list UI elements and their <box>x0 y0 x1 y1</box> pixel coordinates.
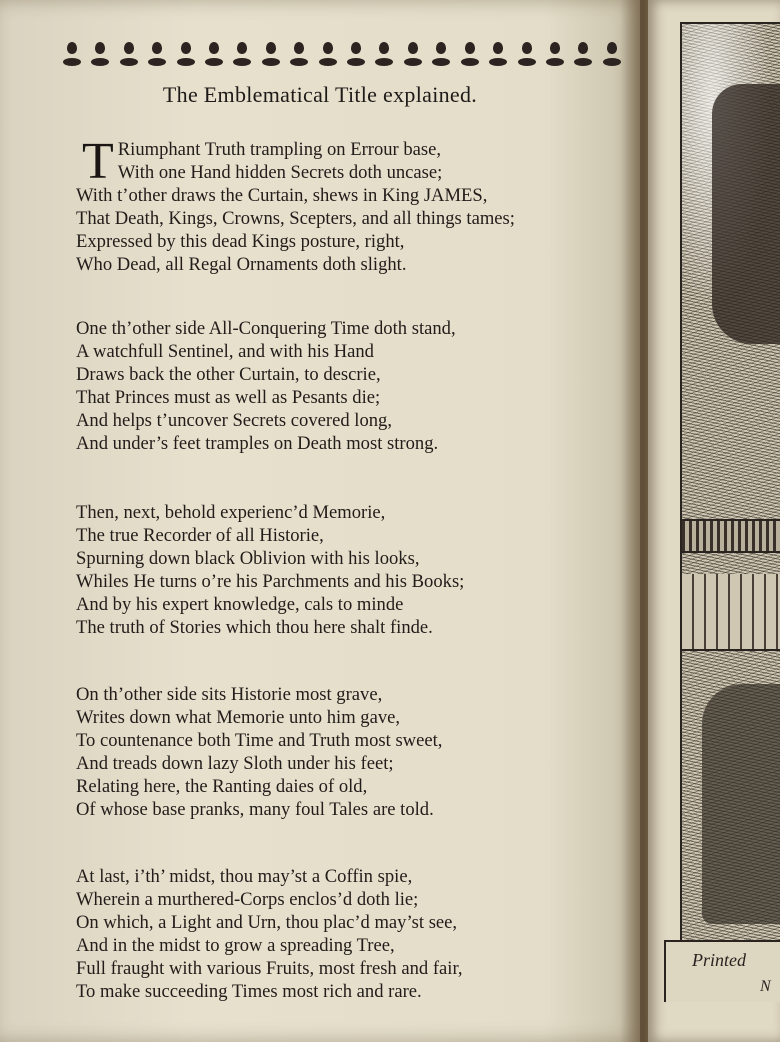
fleuron-icon <box>147 34 167 74</box>
fleuron-icon <box>460 34 480 74</box>
imprint-text-2: N <box>760 978 771 995</box>
fleuron-icon <box>119 34 139 74</box>
stanza-2 <box>76 317 456 455</box>
verse-line: Whiles He turns o’re his Parchments and his Books; <box>76 571 465 592</box>
verse-line: And in the midst to grow a spreading Tree, <box>76 935 395 956</box>
fleuron-icon <box>602 34 622 74</box>
imprint-text: Printed <box>692 950 746 970</box>
stanza-1 <box>76 133 515 276</box>
stanza-5 <box>76 865 463 1003</box>
fleuron-icon <box>232 34 252 74</box>
fleuron-border <box>62 28 622 74</box>
verse-line: To countenance both Time and Truth most sweet, <box>76 730 443 751</box>
verse-line: Then, next, behold experienc’d Memorie, <box>76 502 386 523</box>
verse-line: A watchfull Sentinel, and with his Hand <box>76 341 374 362</box>
fleuron-icon <box>90 34 110 74</box>
fleuron-icon <box>545 34 565 74</box>
page-title: The Emblematical Title explained. <box>162 82 478 107</box>
verse-line: Who Dead, all Regal Ornaments doth slight. <box>76 254 407 275</box>
frontispiece-engraving <box>680 22 780 946</box>
verse-line: To make succeeding Times most rich and rare. <box>76 981 422 1002</box>
verse-line: At last, i’th’ midst, thou may’st a Coffin spie, <box>76 866 413 887</box>
stanza-4 <box>76 683 442 821</box>
drop-capital: T <box>82 133 114 190</box>
verse-line: And under’s feet tramples on Death most strong. <box>76 433 439 454</box>
verse-line: And helps t’uncover Secrets covered long, <box>76 410 392 431</box>
fleuron-icon <box>517 34 537 74</box>
fleuron-icon <box>374 34 394 74</box>
verse-line: The truth of Stories which thou here shalt finde. <box>76 617 433 638</box>
engraving-figure-history <box>702 684 780 924</box>
fleuron-icon <box>346 34 366 74</box>
verse-line: With one Hand hidden Secrets doth uncase; <box>117 162 443 183</box>
verse-line: Riumphant Truth trampling on Errour base, <box>117 139 442 160</box>
verse-line: Writes down what Memorie unto him gave, <box>76 707 401 728</box>
fleuron-icon <box>176 34 196 74</box>
fleuron-icon <box>318 34 338 74</box>
fleuron-icon <box>431 34 451 74</box>
verse-line: That Princes must as well as Pesants die; <box>76 387 381 408</box>
fleuron-icon <box>403 34 423 74</box>
verse-line: And treads down lazy Sloth under his feet; <box>76 753 394 774</box>
fleuron-icon <box>261 34 281 74</box>
verse-line: And by his expert knowledge, cals to minde <box>76 594 404 615</box>
verse-line: Full fraught with various Fruits, most fresh and fair, <box>76 958 463 979</box>
verse-line: Of whose base pranks, many foul Tales are told. <box>76 799 434 820</box>
verse-line: On th’other side sits Historie most grave, <box>76 684 383 705</box>
verse-line: That Death, Kings, Crowns, Scepters, and all things tames; <box>76 208 515 229</box>
fleuron-icon <box>204 34 224 74</box>
stanza-3 <box>76 501 464 639</box>
fleuron-icon <box>62 34 82 74</box>
engraving-bookshelf <box>682 574 780 651</box>
verse-line: The true Recorder of all Historie, <box>76 525 324 546</box>
fleuron-icon <box>573 34 593 74</box>
verse-line: Expressed by this dead Kings posture, right, <box>76 231 405 252</box>
verse-line: Draws back the other Curtain, to descrie, <box>76 364 381 385</box>
verse-line: One th’other side All-Conquering Time doth stand, <box>76 318 456 339</box>
engraving-figure-time <box>712 84 780 344</box>
verse-line: Spurning down black Oblivion with his looks, <box>76 548 420 569</box>
verse-line: Relating here, the Ranting daies of old, <box>76 776 368 797</box>
fleuron-icon <box>289 34 309 74</box>
verse-line: On which, a Light and Urn, thou plac’d may’st see, <box>76 912 458 933</box>
fleuron-icon <box>488 34 508 74</box>
verse-line: With t’other draws the Curtain, shews in King JAMES, <box>76 185 488 206</box>
verse-line: Wherein a murthered-Corps enclos’d doth lie; <box>76 889 419 910</box>
engraving-ledge <box>682 519 780 553</box>
